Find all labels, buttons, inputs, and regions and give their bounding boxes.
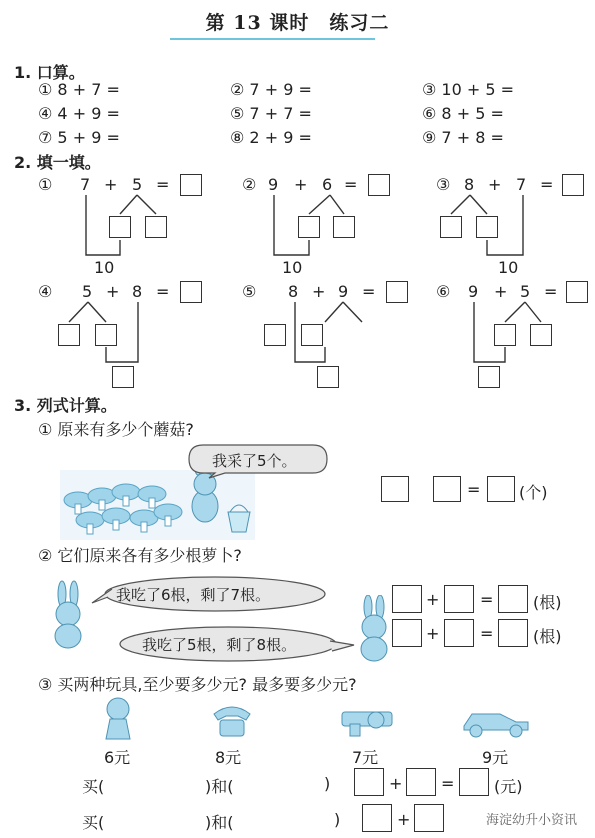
oral-item: ④ 4 + 9 = — [38, 104, 120, 123]
split-box[interactable] — [112, 366, 134, 388]
equals: = — [156, 282, 170, 301]
split-box[interactable] — [530, 324, 552, 346]
oral-item: ③ 10 + 5 = — [422, 80, 515, 99]
equals: = — [344, 175, 358, 194]
split-box[interactable] — [333, 216, 355, 238]
answer-box[interactable] — [362, 804, 392, 832]
equals: = — [540, 175, 554, 194]
ten-label: 10 — [94, 258, 115, 277]
answer-box[interactable] — [392, 585, 422, 613]
equals: = — [467, 480, 481, 499]
price-label: 9元 — [482, 748, 509, 767]
answer-box[interactable] — [444, 619, 474, 647]
answer-box[interactable] — [566, 281, 588, 303]
price-label: 8元 — [215, 748, 242, 767]
oral-item: ⑧ 2 + 9 = — [230, 128, 312, 147]
answer-box[interactable] — [459, 768, 489, 796]
unit-label: (根) — [533, 593, 562, 612]
split-box[interactable] — [476, 216, 498, 238]
answer-box[interactable] — [433, 476, 461, 502]
plus: + — [389, 774, 403, 793]
answer-box[interactable] — [498, 585, 528, 613]
answer-box[interactable] — [381, 476, 409, 502]
bubble-text: 我吃了6根，剩了7根。 — [116, 586, 271, 604]
equals: = — [480, 624, 494, 643]
section3-heading: 3. 列式计算。 — [14, 396, 117, 415]
addend: 9 — [338, 282, 349, 301]
question-1: ① 原来有多少个蘑菇? — [38, 420, 194, 439]
equals: = — [156, 175, 170, 194]
car-toy-icon — [460, 702, 532, 738]
plus: + — [426, 624, 440, 643]
question-2: ② 它们原来各有多少根萝卜? — [38, 546, 242, 565]
problem-number: ② — [242, 175, 257, 194]
rabbit-left-icon — [44, 580, 94, 650]
watermark: 海淀幼升小资讯 — [485, 813, 577, 828]
section1-heading: 1. 口算。 — [14, 63, 85, 82]
operator: + — [104, 175, 118, 194]
problem-number: ⑥ — [436, 282, 451, 301]
split-box[interactable] — [440, 216, 462, 238]
answer-box[interactable] — [368, 174, 390, 196]
page-title: 第 13 课时 练习二 — [205, 12, 390, 34]
equals: = — [544, 282, 558, 301]
operator: + — [106, 282, 120, 301]
price-label: 7元 — [352, 748, 379, 767]
operator: + — [494, 282, 508, 301]
ten-label: 10 — [498, 258, 519, 277]
problem-number: ① — [38, 175, 53, 194]
answer-box[interactable] — [498, 619, 528, 647]
operator: + — [312, 282, 326, 301]
addend: 5 — [82, 282, 93, 301]
answer-box[interactable] — [414, 804, 444, 832]
operator: + — [488, 175, 502, 194]
equals: = — [480, 590, 494, 609]
addend: 7 — [80, 175, 91, 194]
oral-item: ⑤ 7 + 7 = — [230, 104, 312, 123]
answer-box[interactable] — [562, 174, 584, 196]
answer-box[interactable] — [406, 768, 436, 796]
addend: 5 — [520, 282, 531, 301]
operator: + — [294, 175, 308, 194]
bubble-text: 我采了5个。 — [212, 452, 297, 470]
close-paren: ) — [324, 774, 331, 793]
addend: 5 — [132, 175, 143, 194]
split-box[interactable] — [494, 324, 516, 346]
plus: + — [426, 590, 440, 609]
split-box[interactable] — [109, 216, 131, 238]
answer-box[interactable] — [180, 281, 202, 303]
ten-label: 10 — [282, 258, 303, 277]
gun-toy-icon — [340, 706, 404, 738]
answer-box[interactable] — [487, 476, 515, 502]
doll-toy-icon — [98, 695, 138, 741]
equals: = — [441, 774, 455, 793]
split-box[interactable] — [58, 324, 80, 346]
addend: 7 — [516, 175, 527, 194]
answer-box[interactable] — [392, 619, 422, 647]
telephone-toy-icon — [210, 700, 254, 740]
split-box[interactable] — [301, 324, 323, 346]
buy-label: 买( — [82, 813, 105, 832]
split-box[interactable] — [317, 366, 339, 388]
split-box[interactable] — [145, 216, 167, 238]
oral-item: ⑦ 5 + 9 = — [38, 128, 120, 147]
addend: 8 — [132, 282, 143, 301]
split-box[interactable] — [478, 366, 500, 388]
addend: 6 — [322, 175, 333, 194]
answer-box[interactable] — [354, 768, 384, 796]
split-box[interactable] — [264, 324, 286, 346]
unit-label: (个) — [519, 483, 548, 502]
oral-item: ① 8 + 7 = — [38, 80, 120, 99]
addend: 9 — [468, 282, 479, 301]
bubble-text: 我吃了5根，剩了8根。 — [142, 636, 297, 654]
answer-box[interactable] — [444, 585, 474, 613]
split-box[interactable] — [298, 216, 320, 238]
problem-number: ③ — [436, 175, 451, 194]
buy-label: 买( — [82, 777, 105, 796]
addend: 9 — [268, 175, 279, 194]
addend: 8 — [288, 282, 299, 301]
oral-item: ⑥ 8 + 5 = — [422, 104, 504, 123]
answer-box[interactable] — [180, 174, 202, 196]
addend: 8 — [464, 175, 475, 194]
oral-item: ⑨ 7 + 8 = — [422, 128, 504, 147]
and-label: )和( — [205, 777, 234, 796]
plus: + — [397, 810, 411, 829]
problem-number: ⑤ — [242, 282, 257, 301]
unit-label: (元) — [494, 777, 523, 796]
section2-heading: 2. 填一填。 — [14, 153, 101, 172]
unit-label: (根) — [533, 627, 562, 646]
close-paren: ) — [334, 810, 341, 829]
and-label: )和( — [205, 813, 234, 832]
equals: = — [362, 282, 376, 301]
oral-item: ② 7 + 9 = — [230, 80, 312, 99]
price-label: 6元 — [104, 748, 131, 767]
question-3: ③ 买两种玩具,至少要多少元? 最多要多少元? — [38, 675, 357, 694]
split-box[interactable] — [95, 324, 117, 346]
answer-box[interactable] — [386, 281, 408, 303]
problem-number: ④ — [38, 282, 53, 301]
